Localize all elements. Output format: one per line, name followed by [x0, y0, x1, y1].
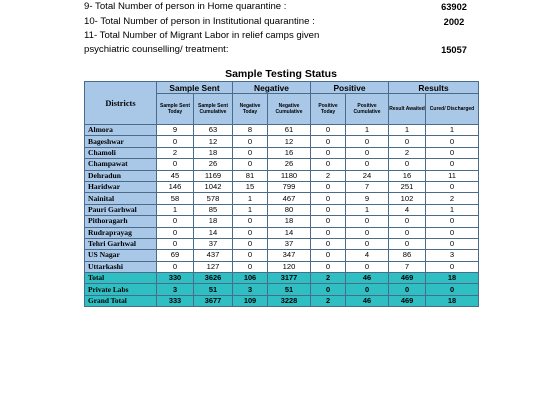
value-cell: 4 [389, 204, 426, 215]
summary-label [84, 29, 384, 57]
value-cell: 0 [346, 159, 389, 170]
table-row [85, 193, 479, 204]
value-cell: 3 [233, 284, 268, 295]
value-cell: 0 [389, 284, 426, 295]
value-cell: 2 [311, 273, 346, 284]
table-row [85, 261, 479, 272]
table-row [85, 125, 479, 136]
value-cell: 0 [157, 216, 194, 227]
district-name-cell: Dehradun [85, 170, 157, 181]
value-cell: 9 [157, 125, 194, 136]
subheader-positive-today: Positive Today [311, 94, 346, 125]
value-cell: 0 [311, 193, 346, 204]
value-cell: 0 [346, 136, 389, 147]
value-cell: 2 [157, 147, 194, 158]
total-row [85, 295, 479, 306]
value-cell: 80 [268, 204, 311, 215]
value-cell: 1180 [268, 170, 311, 181]
district-name-cell: Almora [85, 125, 157, 136]
value-cell: 0 [426, 284, 479, 295]
value-cell: 0 [346, 261, 389, 272]
value-cell: 437 [194, 250, 233, 261]
table-body [85, 125, 479, 307]
district-name-cell: Grand Total [85, 295, 157, 306]
total-row [85, 273, 479, 284]
summary-value: 63902 [441, 2, 467, 12]
district-name-cell: Bageshwar [85, 136, 157, 147]
value-cell: 1 [346, 204, 389, 215]
value-cell: 37 [268, 238, 311, 249]
value-cell: 81 [233, 170, 268, 181]
value-cell: 0 [157, 159, 194, 170]
summary-label-line1: 11- Total Number of Migrant Labor in relief camps given [84, 30, 320, 41]
value-cell: 0 [311, 181, 346, 192]
value-cell: 1 [233, 193, 268, 204]
value-cell: 467 [268, 193, 311, 204]
value-cell: 0 [426, 136, 479, 147]
value-cell: 0 [157, 238, 194, 249]
value-cell: 109 [233, 295, 268, 306]
value-cell: 0 [311, 284, 346, 295]
summary-label: 9- Total Number of person in Home quarantine : [84, 1, 287, 12]
value-cell: 1 [233, 204, 268, 215]
value-cell: 120 [268, 261, 311, 272]
value-cell: 0 [311, 136, 346, 147]
value-cell: 26 [268, 159, 311, 170]
value-cell: 578 [194, 193, 233, 204]
subheader-sample-sent-today: Sample Sent Today [157, 94, 194, 125]
value-cell: 69 [157, 250, 194, 261]
value-cell: 0 [389, 238, 426, 249]
subheader-negative-today: Negative Today [233, 94, 268, 125]
value-cell: 0 [233, 238, 268, 249]
value-cell: 46 [346, 273, 389, 284]
summary-value: 15057 [441, 45, 467, 55]
district-name-cell: Uttarkashi [85, 261, 157, 272]
value-cell: 1169 [194, 170, 233, 181]
value-cell: 24 [346, 170, 389, 181]
value-cell: 127 [194, 261, 233, 272]
value-cell: 18 [194, 147, 233, 158]
value-cell: 12 [194, 136, 233, 147]
value-cell: 146 [157, 181, 194, 192]
district-name-cell: Chamoli [85, 147, 157, 158]
value-cell: 3177 [268, 273, 311, 284]
value-cell: 0 [389, 159, 426, 170]
value-cell: 0 [311, 238, 346, 249]
table-row [85, 204, 479, 215]
value-cell: 0 [426, 181, 479, 192]
value-cell: 18 [426, 273, 479, 284]
summary-value: 2002 [443, 17, 465, 27]
value-cell: 0 [233, 261, 268, 272]
value-cell: 14 [268, 227, 311, 238]
subheader-negative-cumulative: Negative Cumulative [268, 94, 311, 125]
value-cell: 0 [389, 216, 426, 227]
value-cell: 0 [311, 204, 346, 215]
value-cell: 0 [157, 136, 194, 147]
district-name-cell: Tehri Garhwal [85, 238, 157, 249]
value-cell: 0 [233, 159, 268, 170]
value-cell: 0 [346, 227, 389, 238]
value-cell: 0 [311, 261, 346, 272]
value-cell: 1 [426, 125, 479, 136]
value-cell: 58 [157, 193, 194, 204]
table-row [85, 170, 479, 181]
value-cell: 1 [389, 125, 426, 136]
value-cell: 7 [389, 261, 426, 272]
value-cell: 9 [346, 193, 389, 204]
district-name-cell: Haridwar [85, 181, 157, 192]
value-cell: 0 [233, 147, 268, 158]
district-name-cell: Nainital [85, 193, 157, 204]
value-cell: 45 [157, 170, 194, 181]
districts-header: Districts [85, 82, 157, 125]
value-cell: 11 [426, 170, 479, 181]
value-cell: 0 [346, 284, 389, 295]
group-header-row [85, 82, 479, 94]
value-cell: 0 [426, 238, 479, 249]
value-cell: 0 [426, 216, 479, 227]
value-cell: 2 [389, 147, 426, 158]
value-cell: 0 [426, 147, 479, 158]
value-cell: 3 [426, 250, 479, 261]
subheader-result-awaited: Result Awaited [389, 94, 426, 125]
value-cell: 2 [426, 193, 479, 204]
sample-testing-table [84, 81, 479, 307]
summary-label-line2: psychiatric counselling/ treatment: [84, 44, 229, 55]
subheader-cured-discharged: Cured/ Discharged [426, 94, 479, 125]
value-cell: 347 [268, 250, 311, 261]
value-cell: 18 [268, 216, 311, 227]
district-name-cell: Pithoragarh [85, 216, 157, 227]
value-cell: 0 [426, 227, 479, 238]
district-name-cell: Total [85, 273, 157, 284]
value-cell: 0 [233, 250, 268, 261]
value-cell: 4 [346, 250, 389, 261]
value-cell: 2 [311, 295, 346, 306]
value-cell: 0 [311, 159, 346, 170]
subheader-sample-sent-cumulative: Sample Sent Cumulative [194, 94, 233, 125]
value-cell: 0 [346, 147, 389, 158]
district-name-cell: Champawat [85, 159, 157, 170]
value-cell: 51 [194, 284, 233, 295]
value-cell: 0 [311, 147, 346, 158]
table-row [85, 181, 479, 192]
value-cell: 85 [194, 204, 233, 215]
group-header-sample-sent: Sample Sent [157, 82, 233, 94]
summary-item-home-quarantine [84, 0, 484, 14]
table-row [85, 216, 479, 227]
value-cell: 3 [157, 284, 194, 295]
value-cell: 86 [389, 250, 426, 261]
table-row [85, 159, 479, 170]
value-cell: 61 [268, 125, 311, 136]
value-cell: 12 [268, 136, 311, 147]
value-cell: 1 [346, 125, 389, 136]
value-cell: 16 [389, 170, 426, 181]
value-cell: 2 [311, 170, 346, 181]
value-cell: 251 [389, 181, 426, 192]
value-cell: 0 [233, 216, 268, 227]
value-cell: 1 [426, 204, 479, 215]
value-cell: 15 [233, 181, 268, 192]
value-cell: 3677 [194, 295, 233, 306]
value-cell: 0 [311, 125, 346, 136]
value-cell: 0 [346, 238, 389, 249]
value-cell: 63 [194, 125, 233, 136]
value-cell: 37 [194, 238, 233, 249]
total-row [85, 284, 479, 295]
summary-label: 10- Total Number of person in Institutional quarantine : [84, 16, 315, 27]
value-cell: 0 [157, 261, 194, 272]
value-cell: 799 [268, 181, 311, 192]
value-cell: 0 [311, 227, 346, 238]
value-cell: 16 [268, 147, 311, 158]
summary-item-migrant-labor [84, 29, 484, 57]
value-cell: 8 [233, 125, 268, 136]
value-cell: 0 [426, 159, 479, 170]
table-row [85, 136, 479, 147]
value-cell: 0 [233, 136, 268, 147]
group-header-results: Results [389, 82, 479, 94]
table-row [85, 227, 479, 238]
value-cell: 51 [268, 284, 311, 295]
group-header-positive: Positive [311, 82, 389, 94]
district-name-cell: Pauri Garhwal [85, 204, 157, 215]
table-row [85, 147, 479, 158]
value-cell: 0 [233, 227, 268, 238]
value-cell: 330 [157, 273, 194, 284]
value-cell: 0 [157, 227, 194, 238]
value-cell: 14 [194, 227, 233, 238]
value-cell: 7 [346, 181, 389, 192]
table-row [85, 250, 479, 261]
value-cell: 106 [233, 273, 268, 284]
summary-item-institutional-quarantine [84, 15, 484, 29]
value-cell: 3626 [194, 273, 233, 284]
subheader-positive-cumulative: Positive Cumulative [346, 94, 389, 125]
district-name-cell: Private Labs [85, 284, 157, 295]
value-cell: 469 [389, 295, 426, 306]
value-cell: 1 [157, 204, 194, 215]
group-header-negative: Negative [233, 82, 311, 94]
table-row [85, 238, 479, 249]
value-cell: 0 [311, 216, 346, 227]
value-cell: 1042 [194, 181, 233, 192]
value-cell: 18 [426, 295, 479, 306]
value-cell: 469 [389, 273, 426, 284]
district-name-cell: US Nagar [85, 250, 157, 261]
value-cell: 0 [426, 261, 479, 272]
value-cell: 0 [389, 227, 426, 238]
value-cell: 0 [389, 136, 426, 147]
table-title: Sample Testing Status [225, 68, 337, 80]
value-cell: 102 [389, 193, 426, 204]
value-cell: 0 [346, 216, 389, 227]
value-cell: 46 [346, 295, 389, 306]
district-name-cell: Rudraprayag [85, 227, 157, 238]
value-cell: 3228 [268, 295, 311, 306]
value-cell: 18 [194, 216, 233, 227]
value-cell: 26 [194, 159, 233, 170]
value-cell: 0 [311, 250, 346, 261]
value-cell: 333 [157, 295, 194, 306]
